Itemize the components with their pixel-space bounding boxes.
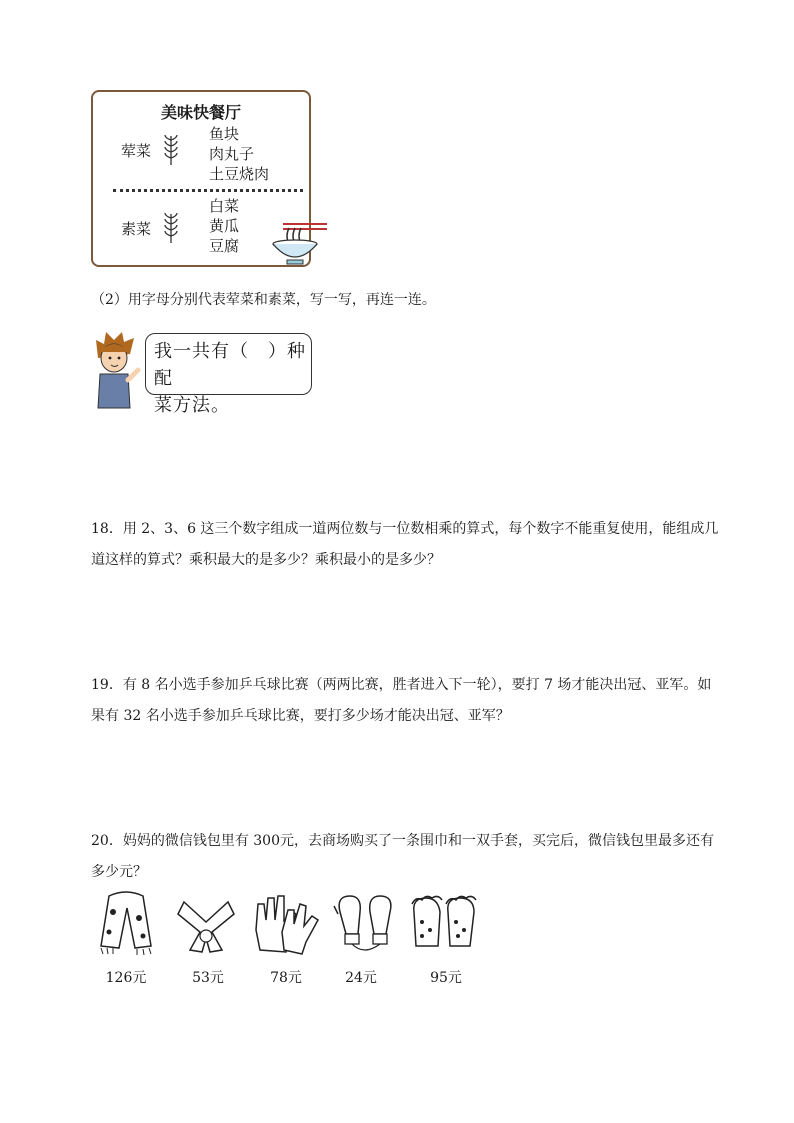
bubble-line: 菜方法。 <box>154 395 230 416</box>
gloves-icon <box>250 890 322 956</box>
short-scarf-icon <box>176 892 236 954</box>
question-line: 19．有 8 名小选手参加乒乓球比赛（两两比赛，胜者进入下一轮），要打 7 场才能决出冠、亚军。如 <box>91 677 712 693</box>
question-line: 20．妈妈的微信钱包里有 300元，去商场购买了一条围巾和一双手套，买完后，微信钱包里最多还有 <box>91 833 714 849</box>
question-line: 果有 32 名小选手参加乒乓球比赛，要打多少场才能决出冠、亚军？ <box>91 708 510 724</box>
mittens-icon <box>332 890 398 956</box>
price-label: 95元 <box>430 970 462 986</box>
question-line: 道这样的算式？乘积最大的是多少？乘积最小的是多少？ <box>91 552 441 568</box>
veg-item: 白菜 <box>209 197 240 215</box>
meat-item: 肉丸子 <box>209 145 255 163</box>
wheat-icon <box>163 212 179 244</box>
price-label: 78元 <box>270 970 302 986</box>
divider <box>113 189 303 192</box>
price-label: 126元 <box>105 970 147 986</box>
question-18 <box>91 514 731 576</box>
price-label: 24元 <box>345 970 377 986</box>
bubble-text <box>154 338 311 419</box>
veg-label: 素菜 <box>121 220 152 238</box>
boy-icon <box>90 330 142 410</box>
part2-instruction: （2）用字母分别代表荤菜和素菜，写一写，再连一连。 <box>91 292 436 308</box>
speech-bubble <box>145 333 312 416</box>
long-scarf-icon <box>95 888 157 956</box>
veg-item: 黄瓜 <box>209 217 240 235</box>
wheat-icon <box>163 134 179 166</box>
noodle-bowl-icon <box>269 220 329 270</box>
meat-item: 土豆烧肉 <box>209 165 270 183</box>
question-line: 多少元？ <box>91 864 147 880</box>
question-line: 18．用 2、3、6 这三个数字组成一道两位数与一位数相乘的算式，每个数字不能重复使用，能组成几 <box>91 521 719 537</box>
menu-title: 美味快餐厅 <box>160 103 241 122</box>
fur-mittens-icon <box>408 890 480 956</box>
question-20 <box>91 826 731 888</box>
veg-item: 豆腐 <box>209 237 240 255</box>
menu-card <box>91 90 311 267</box>
price-label: 53元 <box>192 970 224 986</box>
question-19 <box>91 670 731 732</box>
meat-item: 鱼块 <box>209 125 240 143</box>
bubble-line: 我一共有（ ）种配 <box>154 341 306 389</box>
meat-label: 荤菜 <box>121 142 152 160</box>
